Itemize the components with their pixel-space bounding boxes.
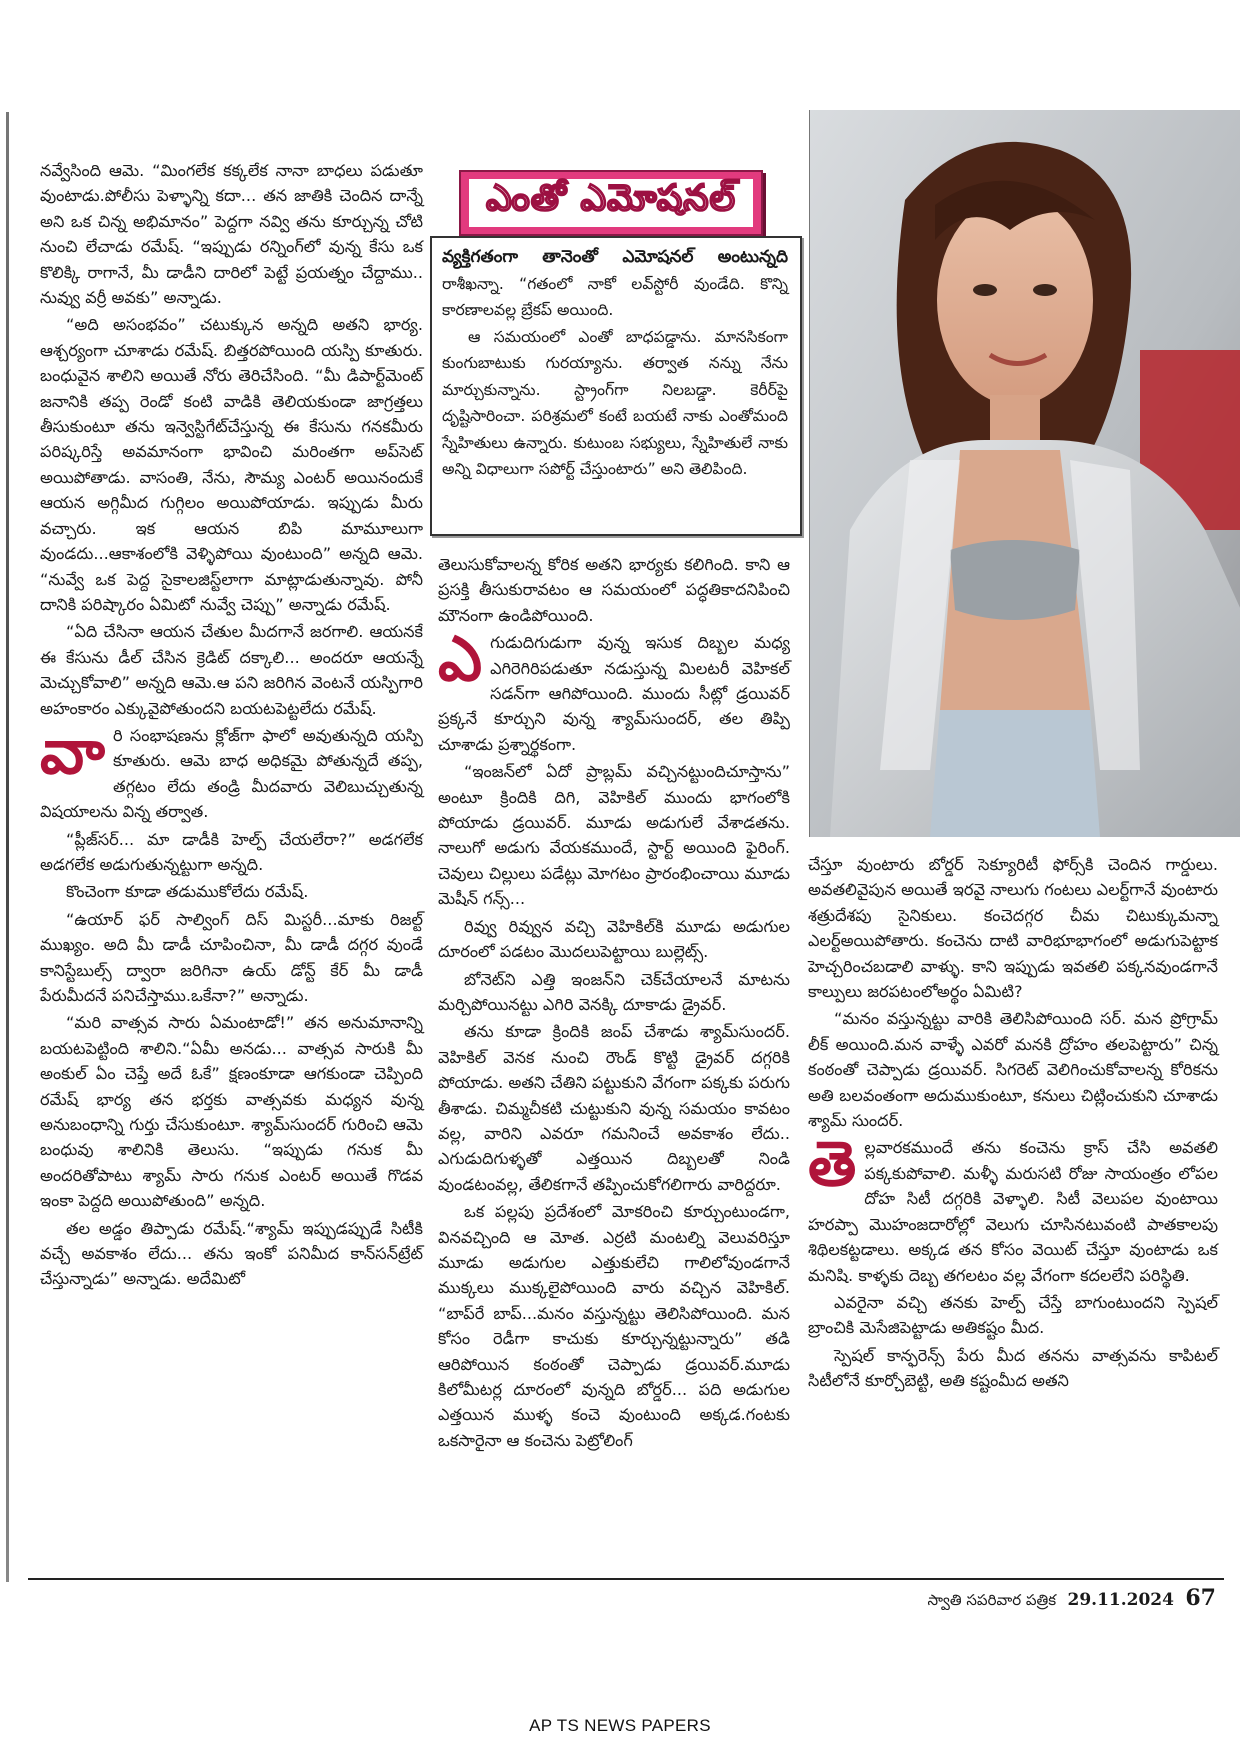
article-column-3 [808,852,1218,1396]
paragraph: నవ్వేసింది ఆమె. “మింగలేక కక్కలేక నానా బాధలు పడుతూ వుంటాడు.పోలీసు పెళ్ళాన్ని కదా... తన జాతికి చెందిన దాన్నే అని ఒక చిన్న అభిమానం” పెద్దగా నవ్వి తను కూర్చున్న చోటి నుంచి లేచాడు రమేష్. “ఇప్పుడు రన్నింగ్‌లో వున్న కేసు ఒక కొలిక్కి రాగానే, మీ డాడీని దారిలో పెట్టే ప్రయత్నం చేద్దాము.. నువ్వు వర్రీ అవకు” అన్నాడు. [40,161,423,308]
paragraph: బోనెట్‌ని ఎత్తి ఇంజన్‌ని చెక్‌చేయాలనే మాటను మర్చిపోయినట్టు ఎగిరి వెనక్కి దూకాడు డ్రైవర్. [438,969,790,1014]
sidebar-paragraph [442,244,788,324]
sidebar-quote-box [430,236,802,536]
page-number: 67 [1185,1585,1216,1611]
paragraph: ఒక పల్లపు ప్రదేశంలో మోకరించి కూర్చుంటుండగా, వినవచ్చింది ఆ మోత. ఎర్రటి మంటల్ని వెలువరిస్తూ మూడు అడుగుల ఎత్తుకులేచి గాలిలోవుండగానే ముక్కలు ముక్కలైపోయింది వారు వచ్చిన వెహికిల్. “బాప్‌రే బాప్...మనం వస్తున్నట్టు తెలిసిపోయింది. మన కోసం రెడీగా కాచుకు కూర్చున్నట్టున్నారు” తడి ఆరిపోయిన కంఠంతో చెప్పాడు డ్రయివర్.మూడు కిలోమీటర్ల దూరంలో వున్నది బోర్డర్... పది అడుగుల ఎత్తయిన ముళ్ళ కంచె వుంటుంది అక్కడ.గంటకు ఒకసారైనా ఆ కంచెను పెట్రోలింగ్ [438,1202,790,1450]
paragraph: “ఇంజన్‌లో ఏదో ప్రాబ్లమ్ వచ్చినట్టుందిచూస్తాను” అంటూ క్రిందికి దిగి, వెహికిల్ ముందు భాగంలోకి పోయాడు డ్రయివర్. మూడు అడుగులే వేశాడతను. నాలుగో అడుగు వేయకముందే, స్టార్ట్ అయింది ఫైరింగ్. చెవులు చిల్లులు పడేట్లు మోగటం ప్రారంభించాయి మూడు మెషీన్ గన్స్... [438,762,790,909]
paragraph: తల అడ్డం తిప్పాడు రమేష్.“శ్యామ్ ఇప్పుడప్పుడే సిటీకి వచ్చే అవకాశం లేదు... తను ఇంకో పనిమీద కాన్‌సన్‌ట్రేట్ చేస్తున్నాడు” అన్నాడు. అదేమిటో [40,1218,423,1289]
drop-cap: తె [808,1127,857,1201]
headline-inner [469,179,753,227]
right-eye [1033,284,1057,296]
watermark-text: AP TS NEWS PAPERS [529,1716,711,1735]
paragraph: “ఉయార్ ఫర్ సాల్వింగ్ దిస్ మిస్టరీ...మాకు రిజల్ట్ ముఖ్యం. అది మీ డాడీ చూపించినా, మీ డాడీ దగ్గర వుండే కానిస్టేబుల్స్ ద్వారా జరిగినా ఉయ్ డోన్ట్ కేర్ మీ డాడీ పేరుమీదనే పనిచేస్తాము.ఒకేనా?” అన్నాడు. [40,909,423,1005]
jeans [930,710,1100,837]
sidebar-lead-rest: రాశీఖన్నా. “గతంలో నాకో లవ్‌స్టోరీ వుండేది. కొన్ని కారణాలవల్ల బ్రేకప్ అయింది. [442,274,788,319]
top [950,540,1080,620]
sidebar-text [442,244,788,483]
publication-name: స్వాతి సపరివార పత్రిక [927,1591,1057,1609]
footer-rule [28,1578,1224,1580]
left-eye [973,284,997,296]
paragraph: “మరి వాత్సవ సారు ఏమంటాడో!” తన అనుమానాన్ని బయటపెట్టింది శాలిని.“ఏమీ అనడు... వాత్సవ సారుకి మీ అంకుల్ ఏం చెప్తే అదే ఓకే” క్షణంకూడా ఆగకుండా చెప్పింది రమేష్ భార్య తన భర్తకు వాత్సవకు మధ్యన వున్న అనుబంధాన్ని గుర్తు చేసుకుంటూ. శ్యామ్‌సుందర్ గురించి ఆమె బంధువు శాలినికి తెలుసు. “ఇప్పుడు గనుక మీ అందరితోపాటు శ్యామ్ సారు గనుక ఎంటర్ అయితే గొడవ ఇంకా పెద్దది అయిపోతుంది” అన్నది. [40,1013,423,1211]
article-column-2 [438,552,790,1455]
actress-photo [809,110,1240,837]
paragraph: కొంచెంగా కూడా తడుముకోలేదు రమేష్. [66,882,309,902]
article-column-1 [40,158,423,1294]
paragraph: చేస్తూ వుంటారు బోర్డర్ సెక్యూరిటీ ఫోర్స్‌కి చెందిన గార్డులు. అవతలివైపున అయితే ఇరవై నాలుగు గంటలు ఎలర్ట్‌గానే వుంటారు శత్రుదేశపు సైనికులు. కంచెదగ్గర చీమ చిటుక్కుమన్నా ఎలర్ట్‌అయిపోతారు. కంచెను దాటి వారిభూభాగంలో అడుగుపెట్టాక హెచ్చరించబడాలి వాళ్ళు. కాని ఇప్పుడు ఇవతలి పక్కనవుండగానే కాల్పులు జరపటంలోఅర్థం ఏమిటి? [808,855,1218,1002]
page-footer [928,1583,1216,1615]
face [937,195,1093,405]
sidebar-headline-box [459,170,763,236]
paragraph-text: ల్లవారకముందే తను కంచెను క్రాస్ చేసి అవతలి పక్కకుపోవాలి. మళ్ళీ మరుసటి రోజు సాయంత్రం లోపల దోహ సిటీ దగ్గరికి వెళ్ళాలి. సిటీ వెలుపల వుంటాయి హరప్పా మొహంజదారోల్లో వెలుగు చూసినటువంటి పాతకాలపు శిథిలకట్టడాలు. అక్కడ తన కోసం వెయిట్ చేస్తూ వుంటాడు ఒక మనిషి. కాళ్ళకు దెబ్బ తగలటం వల్ల వేగంగా కదలలేని పరిస్థితి. [808,1138,1218,1285]
paragraph-text: రి సంభాషణను క్లోజ్‌గా ఫాలో అవుతున్నది యస్పి కూతురు. ఆమె బాధ అధికమై పోతున్నదే తప్ప, తగ్గటం లేదు తండ్రి మీదవారు వెలిబుచ్చుతున్న విషయాలను విన్న తర్వాత. [40,725,423,822]
dropcap-paragraph [40,714,423,825]
drop-cap: వా [40,714,105,788]
paragraph: రివ్వు రివ్వున వచ్చి వెహికిల్‌కి మూడు అడుగుల దూరంలో పడటం మొదలుపెట్టాయి బుల్లెట్స్. [438,916,790,962]
photo-illustration [810,110,1240,837]
paragraph: “ఏది చేసినా ఆయన చేతుల మీదగానే జరగాలి. ఆయనకే ఈ కేసును డీల్ చేసిన క్రెడిట్ దక్కాలి... అందరూ ఆయన్నే మెచ్చుకోవాలి” అన్నది ఆమె.ఆ పని జరిగిన వెంటనే యస్పిగారి అహంకారం ఎక్కువైపోతుందని బయటపెట్టలేదు రమేష్. [40,622,423,718]
sidebar-lead: వ్యక్తిగతంగా తానెంతో ఎమోషనల్ అంటున్నది [442,247,788,267]
dropcap-paragraph [808,1127,1218,1287]
drop-cap: ఎ [438,622,483,696]
page-edge-line [6,112,9,1582]
sidebar-headline: ఎంతో ఎమోషనల్ [485,178,737,219]
paragraph: తను కూడా క్రిందికి జంప్ చేశాడు శ్యామ్‌సుందర్. వెహికిల్ వెనక నుంచి రౌండ్ కొట్టి డ్రైవర్ దగ్గరికి పోయాడు. అతని చేతిని పట్టుకుని వేగంగా పక్కకు పరుగు తీశాడు. చిమ్మచీకటి చుట్టుకుని వున్న సమయం కావటం వల్ల, వారిని ఎవరూ గమనించే అవకాశం లేదు.. ఎగుడుదిగుళ్ళతో ఎత్తయిన దిబ్బలతో నిండి వుండటంవల్ల, తేలికగానే తప్పించుకోగలిగారు వారిద్దరూ. [438,1022,790,1194]
dropcap-paragraph [438,622,790,757]
paragraph: “ప్లీజ్‌సర్... మా డాడీకి హెల్ప్ చేయలేరా?” అడగలేక అడగలేక అడుగుతున్నట్టుగా అన్నది. [40,829,423,874]
paragraph: “అది అసంభవం” చటుక్కున అన్నది అతని భార్య. ఆశ్చర్యంగా చూశాడు రమేష్. బిత్తరపోయింది యస్పి కూతురు. బంధువైన శాలిని అయితే నోరు తెరిచేసింది. “మీ డిపార్ట్‌మెంట్ జనానికి తప్ప రెండో కంటి వాడికి తెలియకుండా జాగ్రత్తలు తీసుకుంటూ తను ఇన్వెస్టిగేట్‌చేస్తున్న ఈ కేసును గనకమీరు పరిష్కరిస్తే అవమానంగా భావించి మరింతగా అప్‌సెట్ అయిపోతాడు. వాసంతి, నేను, సౌమ్య ఎంటర్ అయినందుకే ఆయన అగ్గిమీద గుగ్గిలం అయిపోయాడు. ఇప్పుడు మీరు వచ్చారు. ఇక ఆయన బిపి మామూలుగా వుండదు...ఆకాశంలోకి వెళ్ళిపోయి వుంటుంది” అన్నది ఆమె. “నువ్వే ఒక పెద్ద సైకాలజిస్ట్‌లాగా మాట్లాడుతున్నావు. పోనీ దానికి పరిష్కారం ఏమిటో నువ్వే చెప్పు” అన్నాడు రమేష్. [40,315,423,614]
issue-date: 29.11.2024 [1067,1590,1174,1610]
paragraph: తెలుసుకోవాలన్న కోరిక అతని భార్యకు కలిగింది. కాని ఆ ప్రసక్తి తీసుకురావటం ఆ సమయంలో పద్ధతికాదనిపించి మౌనంగా ఉండిపోయింది. [438,555,790,625]
sidebar-paragraph: ఆ సమయంలో ఎంతో బాధపడ్డాను. మానసికంగా కుంగుబాటుకు గురయ్యాను. తర్వాత నన్ను నేను మార్చుకున్నాను. స్ట్రాంగ్‌గా నిలబడ్డా. కెరీర్‌పై దృష్టిసారించా. పరిశ్రమలో కంటే బయటే నాకు ఎంతోమంది స్నేహితులు ఉన్నారు. కుటుంబ సభ్యులు, స్నేహితులే నాకు అన్ని విధాలుగా సపోర్ట్ చేస్తుంటారు” అని తెలిపింది. [442,327,788,478]
paragraph: ఎవరైనా వచ్చి తనకు హెల్ప్ చేస్తే బాగుంటుందని స్పెషల్ బ్రాంచికి మెసేజిపెట్టాడు అతికష్టం మీద. [808,1292,1218,1338]
paragraph: స్పెషల్ కాన్ఫరెన్స్ పేరు మీద తనను వాత్సవను కాపిటల్ సిటీలోనే కూర్చోబెట్టి, అతి కష్టంమీద అతని [808,1345,1218,1391]
paragraph-text: గుడుదిగుడుగా వున్న ఇసుక దిబ్బల మధ్య ఎగిరెగిరిపడుతూ నడుస్తున్న మిలటరీ వెహికల్ సడన్‌గా ఆగిపోయింది. ముందు సీట్లో డ్రయివర్ ప్రక్కనే కూర్చుని వున్న శ్యామ్‌సుందర్, తల తిప్పి చూశాడు ప్రశ్నార్థకంగా. [438,633,790,754]
paragraph: “మనం వస్తున్నట్టు వారికి తెలిసిపోయింది సర్. మన ప్రోగ్రామ్ లీక్ అయింది.మన వాళ్ళే ఎవరో మనకి ద్రోహం తలపెట్టారు” చిన్న కంఠంతో చెప్పాడు డ్రయివర్. సిగరెట్ వెలిగించుకోవాలన్న కోరికను అతి బలవంతంగా అదుముకుంటూ, కనులు చిట్లించుకుని చూశాడు శ్యామ్ సుందర్. [808,1009,1218,1131]
